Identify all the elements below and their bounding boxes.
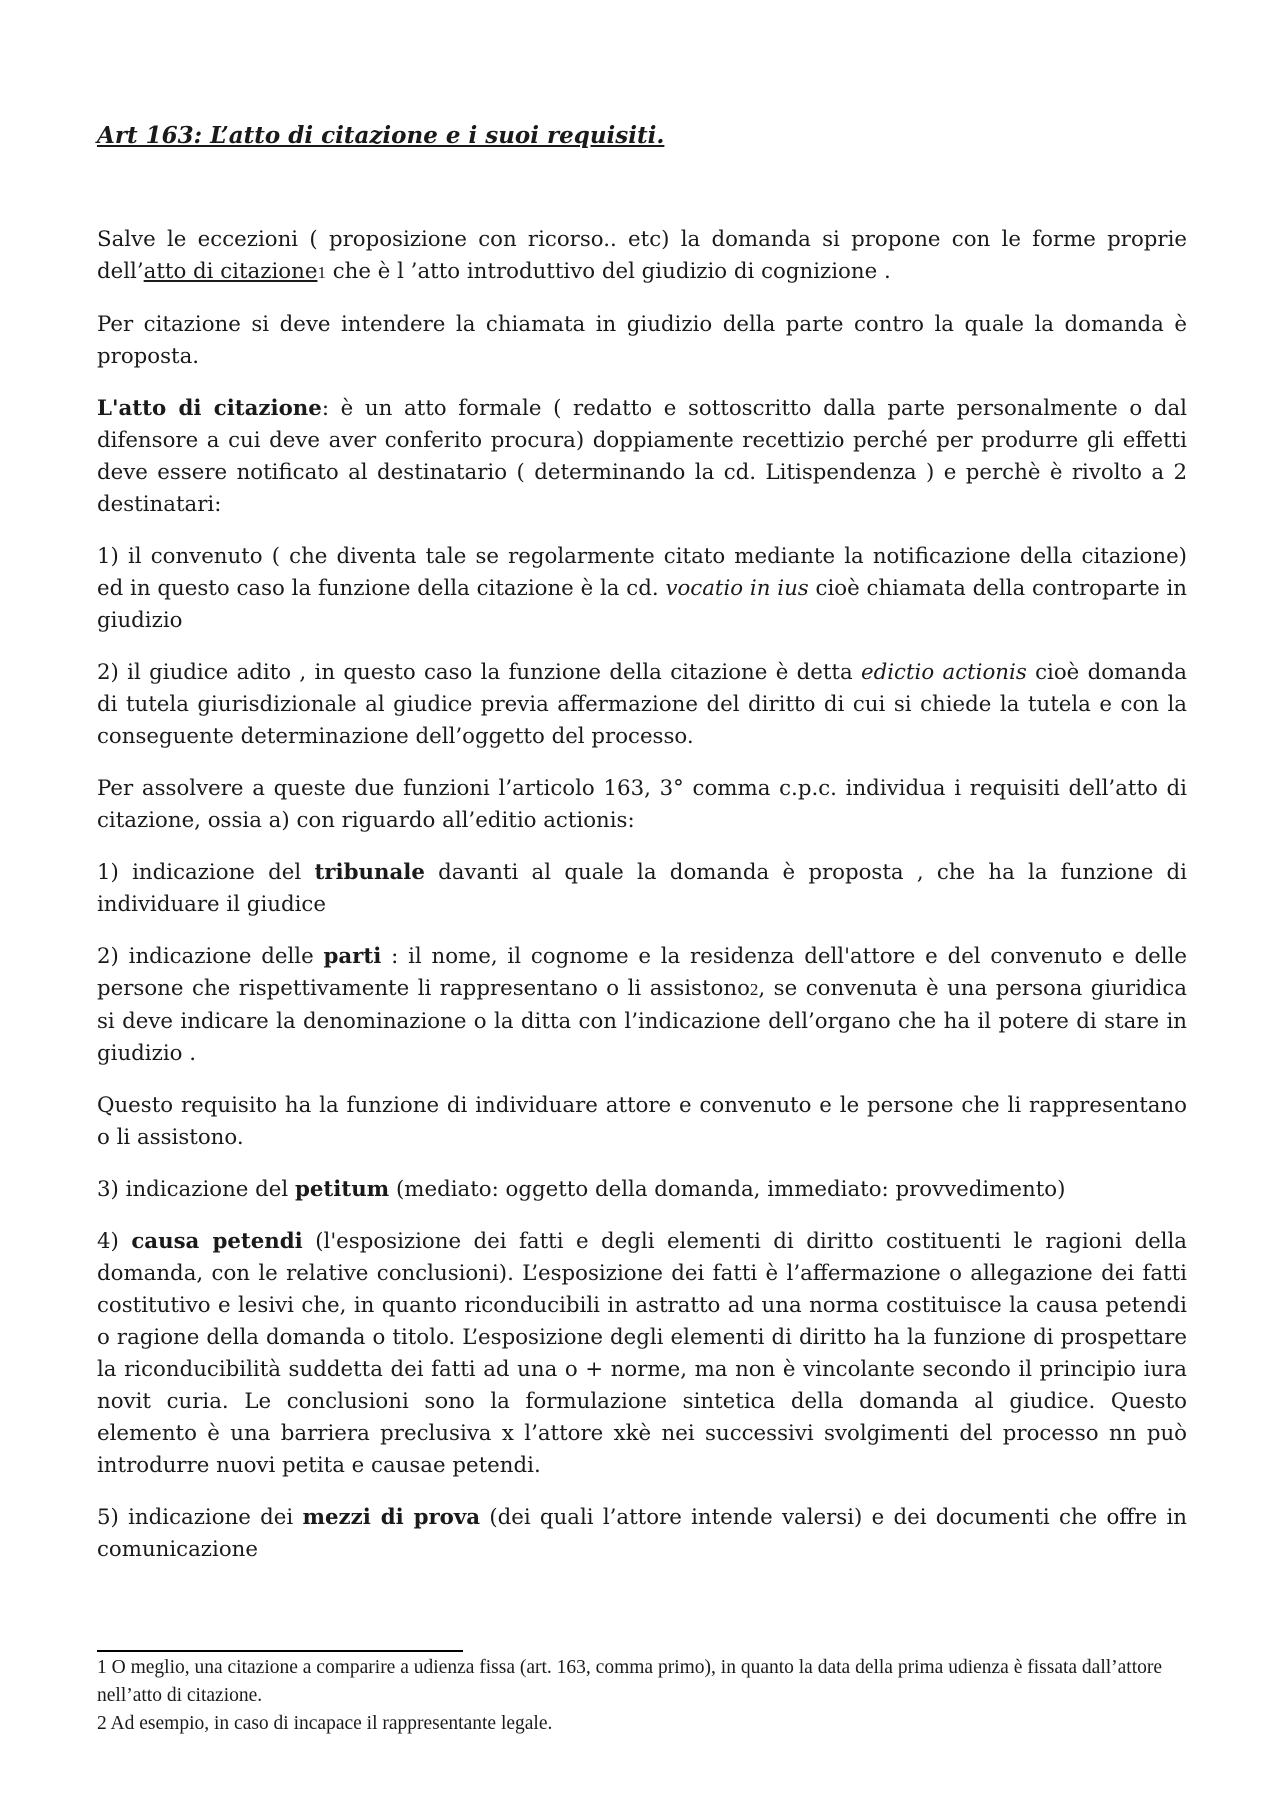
bold-term: L'atto di citazione [97,396,322,421]
text-run: 2) il giudice adito , in questo caso la funzione della citazione è detta [97,660,861,685]
text-run: (l'esposizione dei fatti e degli elementi di diritto costituenti le ragioni della domanda, con le relative conclusioni). L’esposizione dei fatti è l’affermazione o allegazione dei fatti costitutivo e lesivi che, in quanto riconducibili in astratto ad una norma costituisce la causa petendi o ragione della domanda o titolo. L’esposizione degli elementi di diritto ha la funzione di prospettare la riconducibilità suddetta dei fatti ad una o + norme, ma non è vincolante secondo il principio iura novit curia. Le conclusioni sono la formulazione sintetica della domanda al giudice. Questo elemento è una barriera preclusiva x l’attore xkè nei successivi svolgimenti del processo nn può introdurre nuovi petita e causae petendi. [97,1229,1188,1478]
bold-term: petitum [294,1177,390,1202]
footnote-separator [97,1650,463,1652]
italic-term: edictio actionis [861,660,1027,685]
text-run: (mediato: oggetto della domanda, immediato: provvedimento) [389,1177,1066,1202]
text-run: 3) indicazione del [97,1177,295,1202]
paragraph-petitum [97,1174,1187,1206]
paragraph-funzione: Questo requisito ha la funzione di individuare attore e convenuto e le persone che li rappresentano o li assistono. [97,1093,1187,1150]
text-run: cioè domanda di tutela giurisdizionale al giudice previa affermazione del diritto di cui si chiede la tutela e con la conseguente determinazione dell’oggetto del processo. [97,660,1187,749]
text-run: cioè chiamata della controparte in giudizio [97,576,1188,633]
text-run: 1) il convenuto ( che diventa tale se regolarmente citato mediante la notificazione della citazione) ed in questo caso la funzione della citazione è la cd. [97,544,1187,601]
footnote-1: 1 O meglio, una citazione a comparire a udienza fissa (art. 163, comma primo), in quanto la data della prima udienza è fissata dall’attore nell’atto di citazione. [97,1657,1163,1706]
paragraph-convenuto [97,541,1187,637]
paragraph-definition: Per citazione si deve intendere la chiamata in giudizio della parte contro la quale la domanda è proposta. [97,312,1187,369]
footnotes [97,1650,1187,1738]
footnote-marker: 1 [317,263,326,282]
text-run: 2) indicazione delle [97,944,324,969]
paragraph-intro [97,224,1187,289]
text-run: : è un atto formale ( redatto e sottoscritto dalla parte personalmente o dal difensore a cui deve aver conferito procura) doppiamente recettizio perché per produrre gli effetti deve essere notificato al destinatario ( determinando la cd. Litispendenza ) e perchè è rivolto a 2 destinatari: [97,396,1187,517]
bold-term: mezzi di prova [302,1505,481,1530]
paragraph-tribunale [97,857,1187,921]
bold-term: causa petendi [131,1229,303,1254]
underlined-term: atto di citazione [143,259,318,284]
paragraph-atto [97,393,1187,521]
text-run: che è l ’atto introduttivo del giudizio di cognizione . [325,259,891,284]
text-run: (dei quali l’attore intende valersi) e dei documenti che offre in comunicazione [97,1505,1187,1562]
bold-term: tribunale [314,860,425,885]
document-body [97,120,1187,1586]
text-run: 5) indicazione dei [97,1505,303,1530]
text-run: Salve le eccezioni ( proposizione con ricorso.. etc) la domanda si propone con le forme proprie dell’ [97,227,1187,284]
text-run: 4) [97,1229,132,1254]
text-run: , se convenuta è una persona giuridica si deve indicare la denominazione o la ditta con l’indicazione dell’organo che ha il potere di stare in giudizio . [97,976,1187,1066]
paragraph-mezzi-prova [97,1502,1187,1566]
footnote-2: 2 Ad esempio, in caso di incapace il rappresentante legale. [97,1713,553,1734]
footnote-marker: 2 [749,980,759,999]
text-run: davanti al quale la domanda è proposta , che ha la funzione di individuare il giudice [97,860,1187,917]
document-title: Art 163: L’atto di citazione e i suoi requisiti. [97,122,665,149]
paragraph-parti [97,941,1187,1070]
text-run: : il nome, il cognome e la residenza dell'attore e del convenuto e delle persone che rispettivamente li rappresentano o li assistono [97,944,1187,1001]
paragraph-giudice [97,657,1187,753]
paragraph-requisiti: Per assolvere a queste due funzioni l’articolo 163, 3° comma c.p.c. individua i requisiti dell’atto di citazione, ossia a) con riguardo all’editio actionis: [97,776,1187,833]
text-run: 1) indicazione del [97,860,315,885]
italic-term: vocatio in ius [665,576,809,601]
bold-term: parti [323,944,382,969]
paragraph-causa-petendi [97,1226,1187,1482]
